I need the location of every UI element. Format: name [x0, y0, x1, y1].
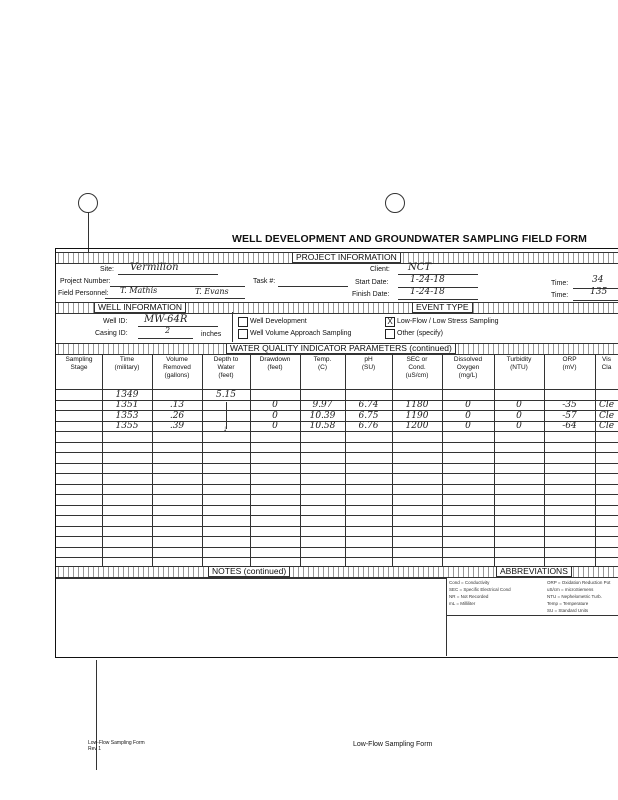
table-header-cell: SEC or Cond. (uS/cm): [405, 356, 429, 379]
punch-hole-left: [78, 193, 98, 213]
punch-hole-line: [88, 212, 89, 252]
punch-hole-right: [385, 193, 405, 213]
time-label-2: Time:: [551, 292, 569, 299]
margin-line: [96, 660, 97, 770]
table-header-cell: Volume Removed (gallons): [163, 356, 191, 379]
table-cell: 6.75: [358, 410, 379, 421]
abbreviation-item: uS/cm = microSiemens: [547, 587, 594, 592]
personnel-value-1: T. Mathis: [120, 286, 158, 295]
table-cell: 0: [465, 400, 471, 410]
table-cell: 10.58: [309, 421, 336, 431]
low-flow-label: Low-Flow / Low Stress Sampling: [397, 318, 499, 325]
well-volume-checkbox[interactable]: [238, 329, 248, 339]
time-underline-2: [573, 300, 618, 301]
well-id-value: MW-64R: [144, 314, 188, 325]
table-header-cell: Vis Cla: [601, 356, 612, 371]
abbreviation-item: NR = Not Recorded: [449, 594, 489, 599]
table-header-cell: Dissolved Oxygen (mg/L): [453, 356, 483, 379]
table-cell: 1351: [115, 400, 139, 410]
abbr-bottom-line: [447, 615, 618, 616]
table-row-line: [56, 505, 618, 506]
field-personnel-label: Field Personnel:: [58, 290, 109, 297]
abbreviation-item: Cond = Conductivity: [449, 580, 490, 585]
abbreviation-item: SU = Standard Units: [547, 608, 589, 613]
table-row-line: [56, 473, 618, 474]
table-row-line: [56, 547, 618, 548]
table-column-line: [392, 354, 393, 566]
well-development-checkbox[interactable]: [238, 317, 248, 327]
table-header-cell: ORP (mV): [562, 356, 577, 371]
table-cell: 1190: [405, 410, 429, 421]
table-cell: 0: [465, 421, 471, 431]
table-cell: 0: [272, 410, 278, 421]
table-header-cell: Temp. (C): [313, 356, 332, 371]
footer-center: Low-Flow Sampling Form: [353, 741, 433, 748]
table-cell: 1353: [115, 410, 139, 421]
table-row-line: [56, 557, 618, 558]
table-column-line: [595, 354, 596, 566]
low-flow-checkbox[interactable]: X: [385, 317, 395, 327]
table-row-line: [56, 526, 618, 527]
abbreviation-item: ORP = Oxidation Reduction Pot: [547, 580, 611, 585]
table-cell: 0: [516, 410, 522, 421]
start-date-value: 1-24-18: [410, 275, 445, 285]
table-cell: 9.97: [312, 400, 333, 410]
casing-id-label: Casing ID:: [95, 330, 128, 337]
client-value: NCT: [408, 262, 432, 273]
table-row-line: [56, 452, 618, 453]
table-header-cell: Drawdown (feet): [259, 356, 291, 371]
footer-left-line2: Rev 1: [88, 746, 102, 752]
notes-top-line: [56, 578, 446, 579]
down-arrow-icon: ↓: [223, 424, 227, 433]
start-date-label: Start Date:: [355, 279, 389, 286]
table-row-line: [56, 494, 618, 495]
table-cell: 1355: [115, 421, 139, 431]
other-checkbox[interactable]: [385, 329, 395, 339]
abbreviation-item: SEC = Specific Electrical Cond: [449, 587, 511, 592]
table-cell: Cle: [598, 410, 615, 421]
table-row-line: [56, 536, 618, 537]
table-cell: 10.39: [309, 410, 336, 421]
finish-date-underline: [398, 299, 478, 300]
table-cell: .13: [169, 400, 185, 410]
table-cell: 0: [516, 400, 522, 410]
time-value-1: 34: [592, 275, 604, 285]
footer-left-line1: Low-Flow Sampling Form: [88, 740, 145, 746]
table-column-line: [300, 354, 301, 566]
well-event-divider: [232, 312, 233, 342]
table-row-line: [56, 463, 618, 464]
table-column-line: [345, 354, 346, 566]
table-cell: 5.15: [215, 389, 237, 400]
table-column-line: [442, 354, 443, 566]
project-section-label: PROJECT INFORMATION: [292, 252, 401, 263]
table-header-cell: Turbidity (NTU): [506, 356, 532, 371]
table-header-cell: Depth to Water (feet): [213, 356, 239, 379]
table-column-line: [250, 354, 251, 566]
table-cell: -64: [562, 421, 577, 431]
table-row-line: [56, 515, 618, 516]
table-cell: 6.74: [358, 400, 379, 410]
table-cell: 6.76: [358, 421, 379, 431]
table-cell: Cle: [598, 421, 615, 431]
table-cell: 0: [516, 421, 522, 431]
table-row-line: [56, 484, 618, 485]
table-cell: -35: [562, 400, 577, 410]
abbreviation-item: mL = Milliliter: [449, 601, 476, 606]
finish-date-label: Finish Date:: [352, 291, 390, 298]
water-quality-section-label: WATER QUALITY INDICATOR PARAMETERS (continued): [226, 343, 456, 354]
table-column-line: [202, 354, 203, 566]
table-cell: 1200: [405, 421, 429, 431]
well-id-label: Well ID:: [103, 318, 128, 325]
well-development-label: Well Development: [250, 318, 307, 325]
table-header-cell: pH (SU): [361, 356, 376, 371]
table-row-line: [56, 442, 618, 443]
table-cell: 1180: [405, 400, 429, 410]
notes-section-label: NOTES (continued): [208, 566, 290, 577]
casing-value: 2: [165, 326, 171, 335]
notes-divider: [446, 577, 447, 656]
table-cell: 1349: [115, 389, 139, 400]
table-row-line: [56, 431, 618, 432]
finish-date-value: 1-24-18: [410, 287, 445, 297]
abbreviations-section-label: ABBREVIATIONS: [496, 566, 572, 577]
abbreviation-item: NTU = Nephelometric Turb.: [547, 594, 602, 599]
form-title: WELL DEVELOPMENT AND GROUNDWATER SAMPLING FIELD FORM: [232, 233, 587, 245]
table-column-line: [102, 354, 103, 566]
site-value: Vermilion: [130, 262, 179, 273]
event-section-label: EVENT TYPE: [412, 302, 473, 313]
casing-underline: [138, 338, 193, 339]
site-label: Site:: [100, 266, 115, 273]
table-header-cell: Time (military): [114, 356, 140, 371]
table-column-line: [494, 354, 495, 566]
task-underline: [278, 286, 348, 287]
table-cell: 0: [465, 410, 471, 421]
task-label: Task #:: [253, 278, 276, 285]
site-underline: [118, 274, 218, 275]
client-label: Client:: [370, 266, 390, 273]
table-cell: .26: [169, 410, 185, 421]
other-label: Other (specify): [397, 330, 443, 337]
project-number-label: Project Number:: [60, 278, 111, 285]
table-column-line: [152, 354, 153, 566]
table-cell: .39: [169, 421, 185, 431]
well-volume-label: Well Volume Approach Sampling: [250, 330, 352, 337]
personnel-value-2: T. Evans: [195, 287, 229, 296]
well-id-underline: [138, 326, 218, 327]
casing-unit: inches: [201, 331, 222, 338]
time-label-1: Time:: [551, 280, 569, 287]
well-section-label: WELL INFORMATION: [94, 302, 186, 313]
table-header-cell: Sampling Stage: [65, 356, 93, 371]
table-cell: Cle: [598, 400, 615, 410]
table-cell: 0: [272, 421, 278, 431]
table-cell: 0: [272, 400, 278, 410]
table-column-line: [544, 354, 545, 566]
personnel-underline: [105, 298, 245, 299]
time-value-2: 135: [590, 287, 608, 297]
abbreviation-item: Temp = Temperature: [547, 601, 589, 606]
table-cell: -57: [562, 410, 577, 421]
